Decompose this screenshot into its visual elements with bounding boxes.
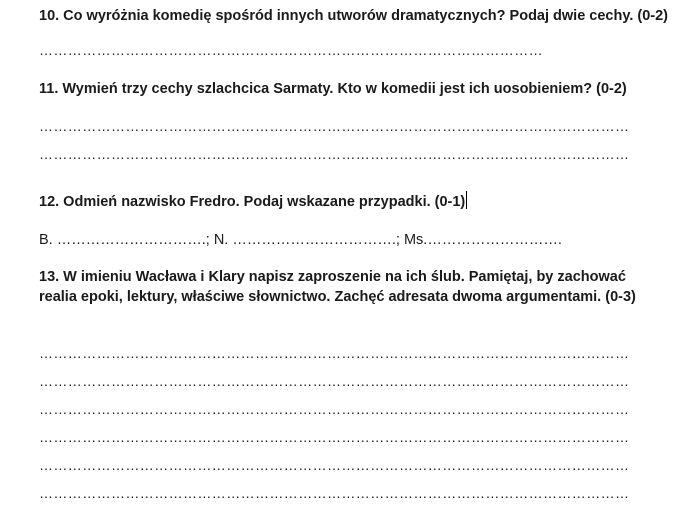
case-n-label: .; N. [201,232,233,248]
case-b-answer[interactable]: ………………………… [56,232,202,248]
answer-line-q13-1[interactable]: …………………………………………………………………………………………………………… [39,345,630,361]
question-12-label: 12. Odmień nazwisko Fredro. Podaj wskazane przypadki. (0-1) [39,194,466,210]
answer-line-q11-1[interactable]: …………………………………………………………………………………………………………… [39,118,630,134]
answer-line-q13-6[interactable]: …………………………………………………………………………………………………………… [39,485,630,501]
case-b-label: B. [39,232,57,248]
question-12-text [39,191,690,212]
case-ms-answer[interactable]: ………………………. [427,232,562,248]
answer-line-q13-3[interactable]: …………………………………………………………………………………………………………… [39,401,630,417]
answer-line-q13-4[interactable]: …………………………………………………………………………………………………………… [39,429,630,445]
question-11-text: 11. Wymień trzy cechy szlachcica Sarmaty. Kto w komedii jest ich uosobieniem? (0-2) [39,81,627,97]
question-13-text: 13. W imieniu Wacława i Klary napisz zaproszenie na ich ślub. Pamiętaj, by zachować realia epoki, lektury, właściwe słownictwo. Zachęć adresata dwoma argumentami. (0-3) [39,269,636,305]
declension-row [39,231,562,249]
case-ms-label: .; Ms. [391,232,428,248]
question-10-text: 10. Co wyróżnia komedię spośród innych utworów dramatycznych? Podaj dwie cechy. (0-2) [39,8,669,24]
answer-line-q13-5[interactable]: …………………………………………………………………………………………………………… [39,457,630,473]
answer-line-q11-2[interactable]: …………………………………………………………………………………………………………… [39,146,630,162]
case-n-answer[interactable]: …………………………… [232,232,392,248]
answer-line-q10[interactable]: …………………………………………………………………………………………… [39,42,543,58]
answer-line-q13-2[interactable]: …………………………………………………………………………………………………………… [39,373,630,389]
text-cursor [466,191,467,209]
